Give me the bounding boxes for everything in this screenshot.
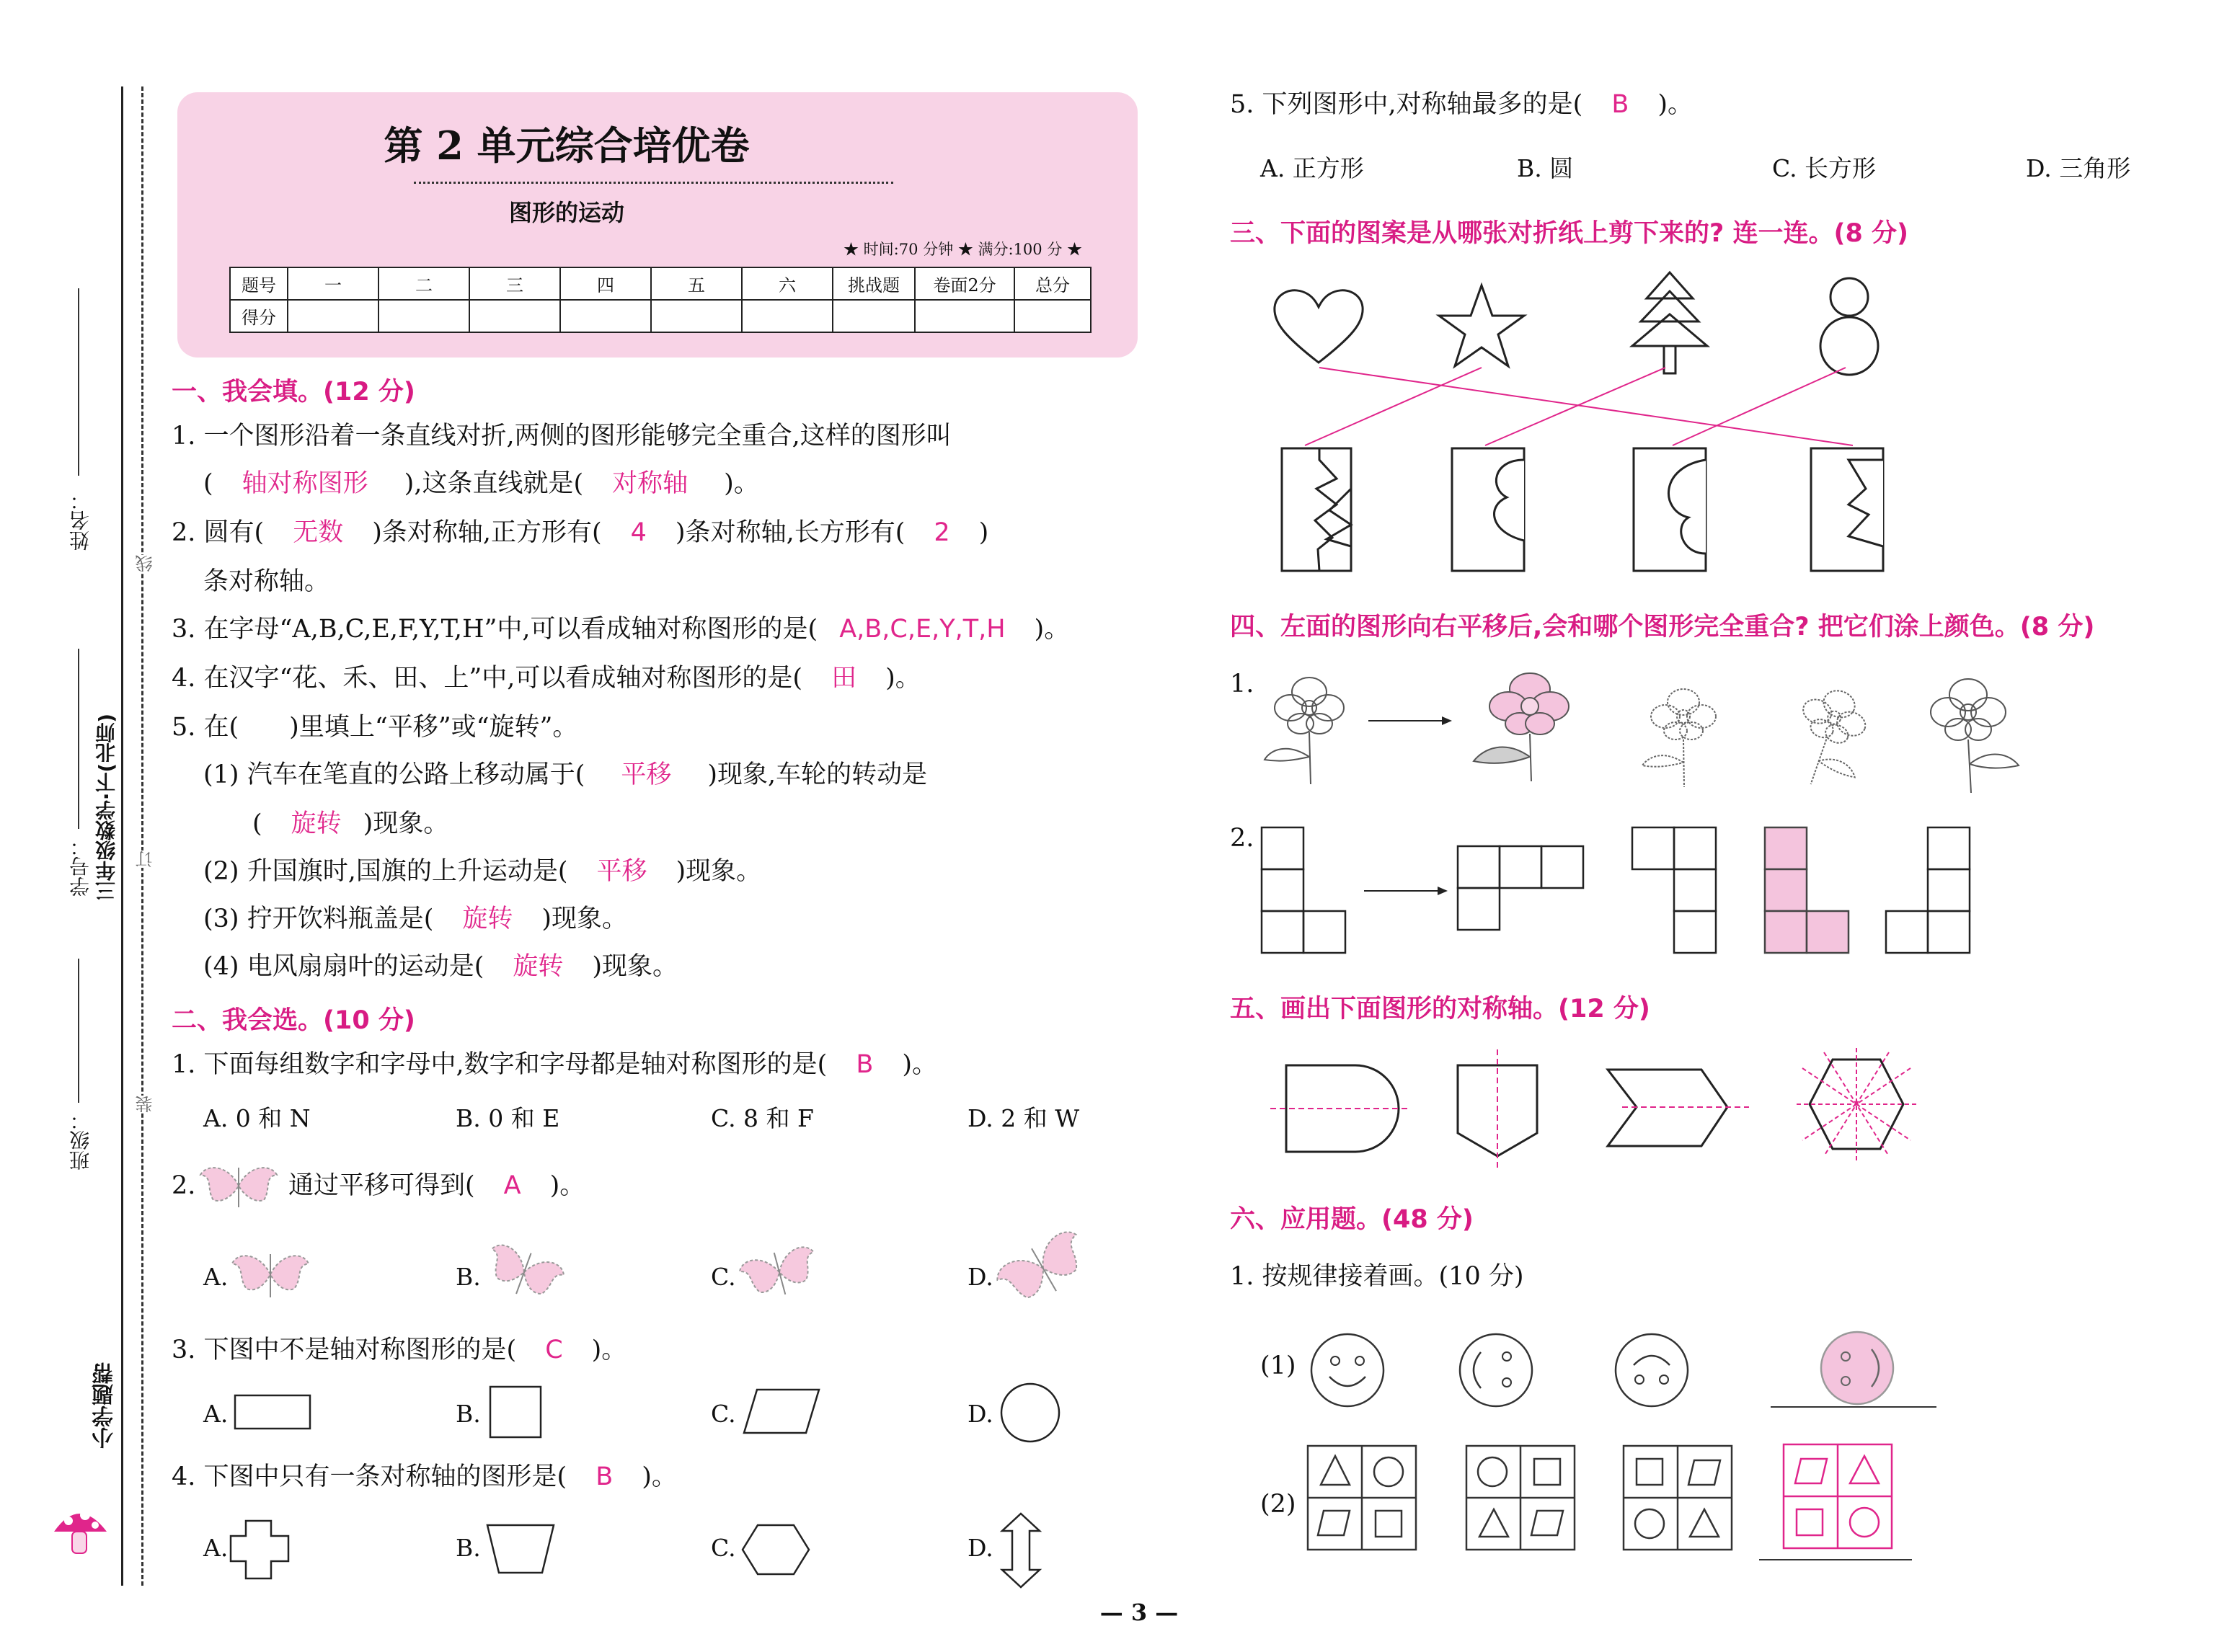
cross-shape[interactable]	[228, 1518, 293, 1583]
sidebar-id-label: 学号：	[68, 836, 92, 897]
page-number: — 3 —	[1099, 1599, 1179, 1626]
text: 通过平移可得到(	[288, 1171, 475, 1200]
section-5-heading: 五、画出下面图形的对称轴。(12 分)	[1230, 995, 1650, 1023]
text: (2) 升国旗时,国旗的上升运动是(	[203, 857, 568, 886]
text: 3. 下图中不是轴对称图形的是(	[172, 1336, 517, 1364]
s1-q5-3	[203, 904, 627, 934]
s2-q4-option-a[interactable]: A.	[203, 1534, 229, 1562]
score-col-4: 四	[560, 267, 651, 300]
text: )。	[1034, 615, 1070, 644]
score-col-6: 六	[742, 267, 833, 300]
s4-item-2-number: 2.	[1230, 824, 1254, 853]
score-cell[interactable]	[560, 300, 651, 332]
text: )。	[885, 664, 921, 693]
s6-q1: 1. 按规律接着画。(10 分)	[1230, 1262, 1524, 1291]
folded-paper-3	[1631, 445, 1710, 575]
score-table	[229, 267, 1092, 333]
smiley-face-2	[1456, 1331, 1536, 1410]
answer-text: C	[545, 1336, 563, 1364]
s2-q1-option-d[interactable]: D. 2 和 W	[968, 1104, 1080, 1132]
text: )条对称轴,正方形有(	[372, 518, 602, 547]
s2-q4-option-d[interactable]: D.	[968, 1534, 993, 1562]
s2-q2-option-c[interactable]: C.	[711, 1263, 736, 1291]
answer-text: B	[596, 1462, 614, 1491]
answer-text: 旋转	[513, 952, 564, 981]
answer-text: 4	[630, 518, 647, 547]
section-3-heading: 三、下面的图案是从哪张对折纸上剪下来的? 连一连。(8 分)	[1230, 219, 1909, 248]
section-4-heading: 四、左面的图形向右平移后,会和哪个图形完全重合? 把它们涂上颜色。(8 分)	[1230, 613, 2095, 641]
heart-icon	[1272, 287, 1365, 366]
l-shape-option-1[interactable]	[1456, 845, 1588, 934]
circle-shape[interactable]	[998, 1381, 1063, 1446]
score-row-label: 题号	[230, 267, 288, 300]
smiley-face-3	[1612, 1331, 1691, 1410]
star-icon	[1435, 283, 1528, 369]
rectangle-shape[interactable]	[234, 1390, 313, 1433]
score-cell[interactable]	[288, 300, 378, 332]
title-dotted-rule	[414, 182, 893, 184]
s2-q4-option-b[interactable]: B.	[456, 1534, 481, 1562]
parallelogram-shape[interactable]	[743, 1387, 822, 1437]
s2-q1-option-c[interactable]: C. 8 和 F	[711, 1104, 814, 1132]
text: )现象。	[592, 952, 678, 981]
shield-shape-with-axis[interactable]	[1451, 1048, 1544, 1171]
s2-q5-option-c[interactable]: C. 长方形	[1772, 154, 1877, 182]
s1-q2-line2: 条对称轴。	[203, 567, 330, 596]
leaf-option-b-icon[interactable]	[484, 1240, 564, 1305]
answer-text: 平移	[621, 760, 672, 789]
s2-q3	[172, 1335, 627, 1365]
s2-q3-option-a[interactable]: A.	[203, 1400, 229, 1428]
text: (4) 电风扇扇叶的运动是(	[203, 952, 484, 981]
pattern-grid-answer[interactable]	[1759, 1442, 1918, 1564]
trapezoid-shape[interactable]	[484, 1521, 557, 1578]
bind-char-line: 线	[133, 555, 158, 572]
folded-paper-4	[1808, 445, 1887, 575]
l-shape-option-4[interactable]	[1885, 826, 1974, 957]
score-table-header-row	[230, 267, 1091, 300]
id-blank	[78, 649, 79, 829]
text: )。	[902, 1050, 937, 1079]
answer-text: B	[856, 1050, 874, 1079]
l-shape-option-3-colored[interactable]	[1763, 826, 1853, 957]
score-cell[interactable]	[469, 300, 560, 332]
s2-q3-option-b[interactable]: B.	[456, 1400, 481, 1428]
s4-item-1-number: 1.	[1230, 670, 1254, 698]
answer-text: 田	[831, 664, 857, 693]
text: )现象。	[676, 857, 762, 886]
d-shape-with-axis[interactable]	[1269, 1058, 1413, 1159]
s1-q2-line1	[172, 518, 988, 548]
score-label: 得分	[230, 300, 288, 332]
arrow-right-icon	[1363, 884, 1449, 898]
square-shape[interactable]	[487, 1384, 545, 1442]
s2-q5	[1230, 89, 1693, 120]
text: )。	[642, 1462, 677, 1491]
folded-paper-2	[1449, 445, 1528, 575]
s1-q5-1-line2	[252, 809, 448, 839]
s1-q1-line1: 1. 一个图形沿着一条直线对折,两侧的图形能够完全重合,这样的图形叫	[172, 422, 952, 450]
score-table-score-row	[230, 300, 1091, 332]
sidebar-book-label: 三年级数学·下(北师)	[94, 714, 118, 902]
score-col-1: 一	[288, 267, 378, 300]
text: ),这条直线就是(	[404, 469, 584, 498]
mushroom-logo-icon	[50, 1499, 108, 1564]
s2-q2-number: 2.	[172, 1171, 196, 1200]
text: 4. 下图中只有一条对称轴的图形是(	[172, 1462, 567, 1491]
score-cell[interactable]	[742, 300, 833, 332]
score-col-challenge: 挑战题	[833, 267, 915, 300]
s1-q3	[172, 614, 1069, 644]
binding-line-dashed	[141, 86, 143, 1586]
s6-q1-part2-label: (2)	[1260, 1490, 1296, 1519]
s2-q2-option-a[interactable]: A.	[203, 1263, 229, 1291]
folded-paper-1	[1279, 445, 1358, 575]
answer-text: B	[1611, 90, 1629, 119]
flower-option-3-icon[interactable]	[1918, 673, 2026, 796]
section-6-heading: 六、应用题。(48 分)	[1230, 1205, 1474, 1234]
pattern-grid-2	[1465, 1444, 1580, 1553]
answer-text: A	[503, 1171, 521, 1200]
s2-q4	[172, 1462, 677, 1492]
s2-q2	[288, 1171, 585, 1201]
brand-label: 小学题帮	[92, 1362, 118, 1449]
answer-text: 2	[934, 518, 950, 547]
score-cell[interactable]	[833, 300, 915, 332]
s2-q5-option-b[interactable]: B. 圆	[1517, 154, 1574, 182]
text: )。	[591, 1336, 627, 1364]
s2-q3-option-c[interactable]: C.	[711, 1400, 736, 1428]
page-title: 第 2 单元综合培优卷	[384, 123, 750, 169]
leaf-option-d-icon[interactable]	[996, 1233, 1090, 1305]
answer-text: 平移	[596, 857, 647, 886]
exam-meta: ★ 时间:70 分钟 ★ 满分:100 分 ★	[844, 241, 1083, 258]
arrow-shape-with-axis[interactable]	[1600, 1062, 1752, 1156]
score-cell[interactable]	[378, 300, 469, 332]
answer-text: 轴对称图形	[242, 469, 368, 498]
hexagon-shape[interactable]	[740, 1521, 812, 1578]
flower-option-2-icon[interactable]	[1774, 682, 1882, 790]
s2-q5-option-a[interactable]: A. 正方形	[1260, 154, 1364, 182]
text: 3. 在字母“A,B,C,E,F,Y,T,H”中,可以看成轴对称图形的是(	[172, 615, 818, 644]
flower-option-1-icon[interactable]	[1637, 682, 1730, 790]
leaf-option-c-icon[interactable]	[740, 1240, 819, 1305]
text: )现象,车轮的转动是	[707, 760, 928, 789]
s2-q2-option-b[interactable]: B.	[456, 1263, 481, 1291]
s2-q2-option-d[interactable]: D.	[968, 1263, 993, 1291]
score-cell[interactable]	[651, 300, 742, 332]
leaf-option-a-icon[interactable]	[231, 1245, 310, 1303]
s1-q4	[172, 663, 921, 693]
s6-q1-part1-label: (1)	[1260, 1351, 1296, 1380]
score-cell[interactable]	[1014, 300, 1091, 332]
section-1-heading: 一、我会填。(12 分)	[172, 378, 415, 407]
s1-q1-line2	[203, 468, 759, 499]
text: (	[252, 809, 262, 838]
section-2-heading: 二、我会选。(10 分)	[172, 1006, 415, 1035]
text: )现象。	[541, 905, 628, 933]
score-cell[interactable]	[915, 300, 1014, 332]
text: 2. 圆有(	[172, 518, 265, 547]
s2-q4-option-c[interactable]: C.	[711, 1534, 736, 1562]
flower-original-icon	[1259, 670, 1360, 786]
l-shape-original	[1260, 826, 1350, 957]
bind-char-ding: 订	[133, 851, 158, 868]
score-col-5: 五	[651, 267, 742, 300]
text: )。	[549, 1171, 585, 1200]
answer-text: 旋转	[291, 809, 342, 838]
sidebar-name-label: 姓名：	[68, 490, 92, 551]
score-col-total: 总分	[1014, 267, 1091, 300]
answer-text: 无数	[293, 518, 344, 547]
text: 5. 下列图形中,对称轴最多的是(	[1230, 90, 1583, 119]
paren: (	[203, 469, 213, 498]
pattern-grid-1	[1306, 1444, 1422, 1553]
text: )	[978, 518, 989, 547]
s2-q1	[172, 1049, 937, 1080]
bind-char-zhuang: 装	[133, 1096, 158, 1113]
name-blank	[78, 288, 79, 476]
text: 4. 在汉字“花、禾、田、上”中,可以看成轴对称图形的是(	[172, 664, 803, 693]
s1-q5-2	[203, 856, 761, 887]
smiley-face-1	[1308, 1331, 1387, 1410]
leaf-icon	[199, 1160, 278, 1211]
arrow-right-icon	[1367, 714, 1453, 728]
answer-text: 对称轴	[612, 469, 689, 498]
class-blank	[78, 959, 79, 1103]
double-arrow-shape[interactable]	[999, 1511, 1042, 1590]
s2-q5-option-d[interactable]: D. 三角形	[2026, 154, 2131, 182]
text: )。	[724, 469, 759, 498]
s2-q1-option-a[interactable]: A. 0 和 N	[203, 1104, 311, 1132]
s2-q1-option-b[interactable]: B. 0 和 E	[456, 1104, 560, 1132]
flower-colored-icon[interactable]	[1465, 667, 1580, 783]
binding-line-solid	[121, 86, 123, 1586]
pattern-grid-3	[1622, 1444, 1737, 1553]
score-col-2: 二	[378, 267, 469, 300]
smiley-face-answer[interactable]	[1771, 1326, 1944, 1413]
l-shape-option-2[interactable]	[1631, 826, 1720, 957]
score-col-3: 三	[469, 267, 560, 300]
text: (1) 汽车在笔直的公路上移动属于(	[203, 760, 585, 789]
answer-text: 旋转	[462, 905, 513, 933]
hexagon-with-axes[interactable]	[1795, 1047, 1918, 1169]
s1-q5: 5. 在( )里填上“平移”或“旋转”。	[172, 713, 578, 742]
text: )。	[1657, 90, 1693, 119]
text: (3) 拧开饮料瓶盖是(	[203, 905, 434, 933]
matching-lines	[1226, 360, 1947, 447]
text: )现象。	[363, 809, 449, 838]
text: )条对称轴,长方形有(	[675, 518, 906, 547]
s1-q5-1-line1	[203, 760, 927, 790]
answer-text: A,B,C,E,Y,T,H	[839, 615, 1006, 644]
text: 1. 下面每组数字和字母中,数字和字母都是轴对称图形的是(	[172, 1050, 828, 1079]
page-subtitle: 图形的运动	[508, 199, 624, 226]
score-col-neatness: 卷面2分	[915, 267, 1014, 300]
s1-q5-4	[203, 951, 678, 982]
sidebar-class-label: 班级：	[68, 1110, 92, 1171]
s2-q3-option-d[interactable]: D.	[968, 1400, 993, 1428]
